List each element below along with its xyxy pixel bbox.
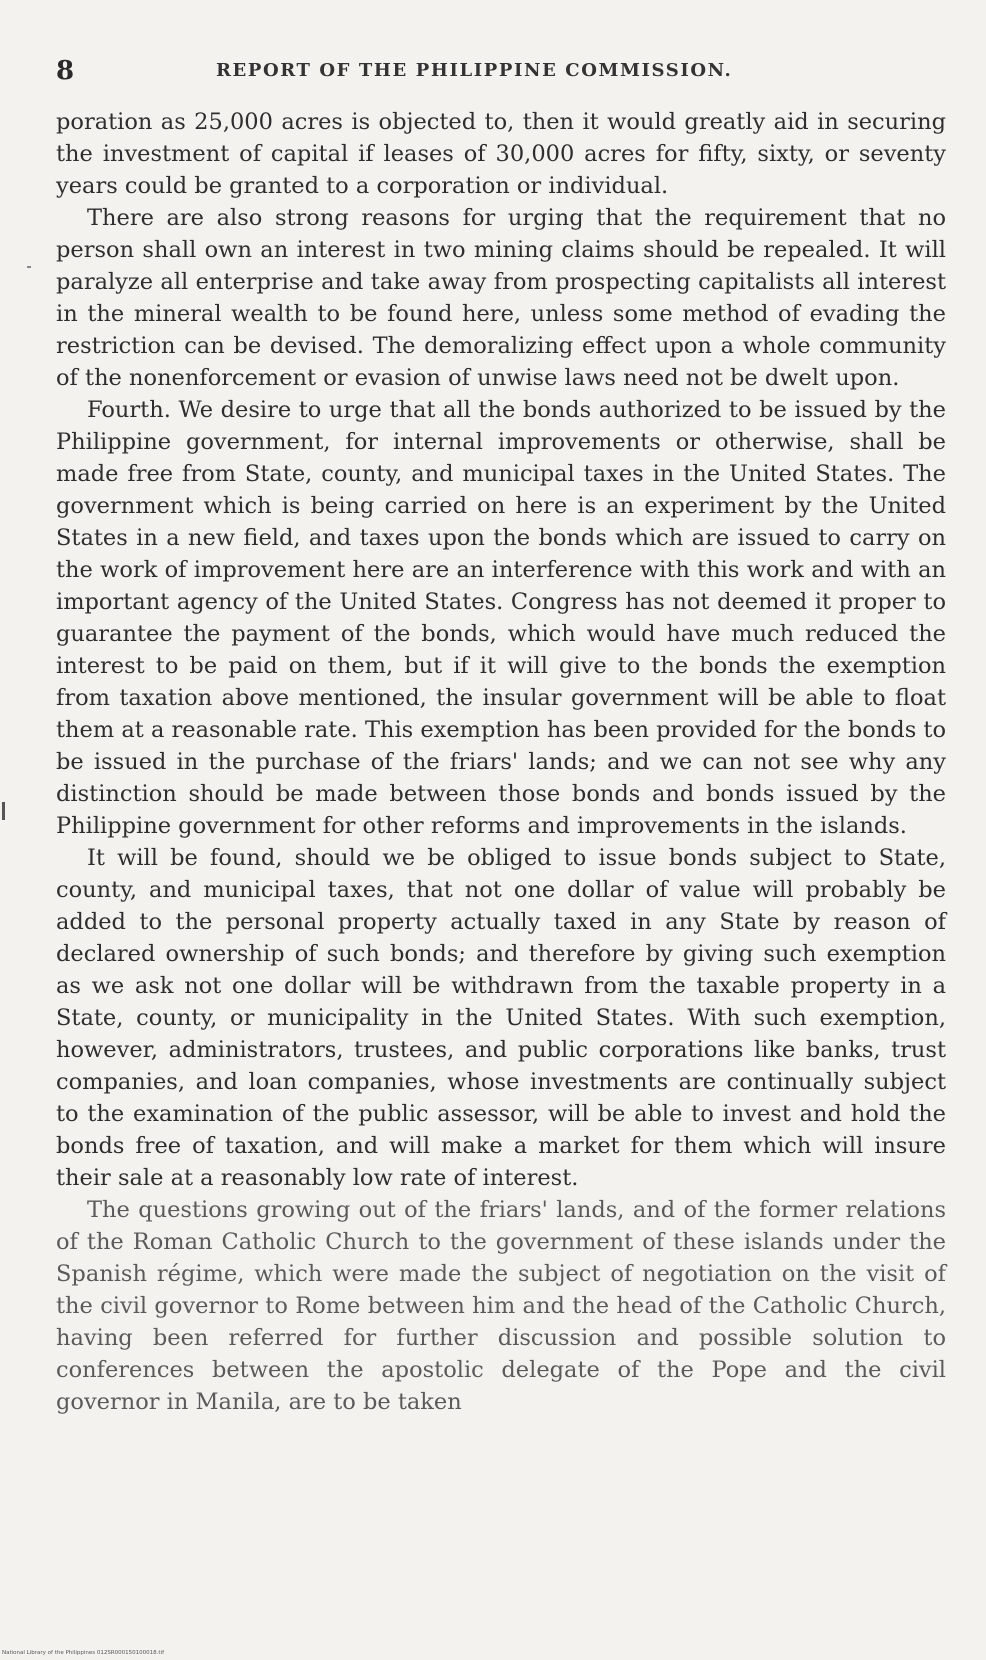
paragraph-friars-lands: The questions growing out of the friars' lands, and of the former relations of the Roman Catholic Church to the government of these islands under the Spanish régime, which were made the subject of negotiation on the visit of the civil governor to Rome between him and the head of the Catholic Church, having been referred for further discussion and possible solution to conferences between the apostolic delegate of the Pope and the civil governor in Manila, are to be taken	[56, 1197, 946, 1415]
paragraph-fourth-bonds: Fourth. We desire to urge that all the bonds authorized to be issued by the Philippine government, for internal improvements or otherwise, shall be made free from State, county, and municipal taxes in the United States. The government which is being carried on here is an experiment by the United States in a new field, and taxes upon the bonds which are issued to carry on the work of improvement here are an interference with this work and with an important agency of the United States. Congress has not deemed it proper to guarantee the payment of the bonds, which would have much reduced the interest to be paid on them, but if it will give to the bonds the exemption from taxation above mentioned, the insular government will be able to float them at a reasonable rate. This exemption has been provided for the bonds to be issued in the purchase of the friars' lands; and we can not see why any distinction should be made between those bonds and bonds issued by the Philippine government for other reforms and improvements in the islands.	[56, 397, 946, 839]
running-head: REPORT OF THE PHILIPPINE COMMISSION.	[216, 60, 733, 81]
margin-dot	[27, 266, 31, 268]
body-text	[56, 106, 946, 1418]
paragraph-taxation-exemption: It will be found, should we be obliged to issue bonds subject to State, county, and municipal taxes, that not one dollar of value will probably be added to the personal property actually taxed in any State by reason of declared ownership of such bonds; and therefore by giving such exemption as we ask not one dollar will be withdrawn from the taxable property in a State, county, or municipality in the United States. With such exemption, however, administrators, trustees, and public corporations like banks, trust companies, and loan companies, whose investments are continually subject to the examination of the public assessor, will be able to invest and hold the bonds free of taxation, and will make a market for them which will insure their sale at a reasonably low rate of interest.	[56, 845, 946, 1191]
margin-mark	[2, 802, 5, 820]
paragraph-continuation: poration as 25,000 acres is objected to, then it would greatly aid in securing the investment of capital if leases of 30,000 acres for fifty, sixty, or seventy years could be granted to a corporation or individual.	[56, 109, 946, 199]
page-number: 8	[56, 56, 75, 86]
scan-footer: National Library of the Philippines 012SR000150100018.tif	[2, 1650, 165, 1656]
paragraph-mining-claims: There are also strong reasons for urging that the requirement that no person shall own an interest in two mining claims should be repealed. It will paralyze all enterprise and take away from prospecting capitalists all interest in the mineral wealth to be found here, unless some method of evading the restriction can be devised. The demoralizing effect upon a whole community of the nonenforcement or evasion of unwise laws need not be dwelt upon.	[56, 205, 946, 391]
page-header	[56, 56, 936, 86]
